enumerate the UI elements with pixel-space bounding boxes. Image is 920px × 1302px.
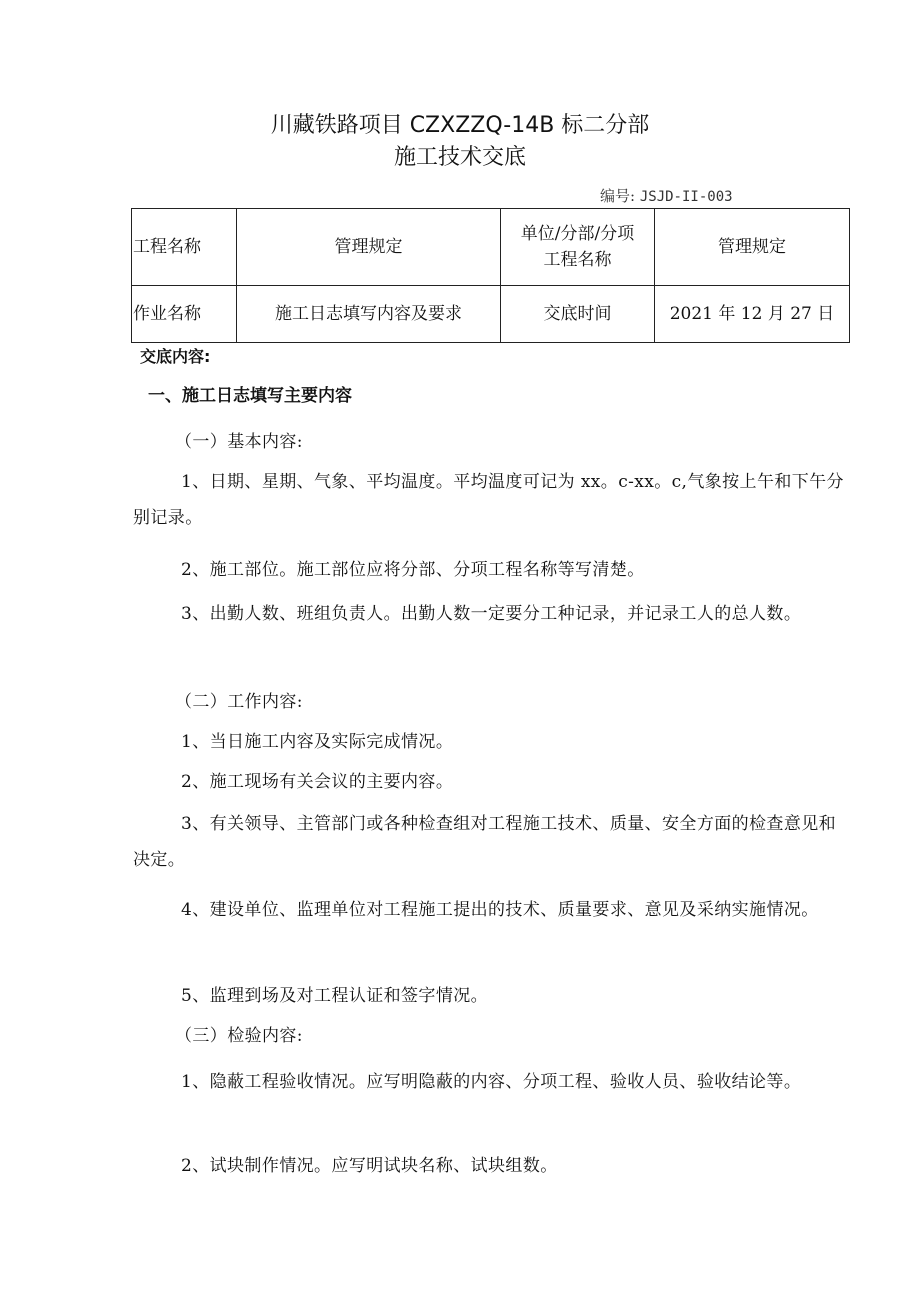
sub-heading-basic: （一）基本内容: (175, 432, 303, 452)
table-row (132, 209, 850, 286)
list-item: 4、建设单位、监理单位对工程施工提出的技术、质量要求、意见及采纳实施情况。 (181, 900, 819, 920)
list-item: 5、监理到场及对工程认证和签字情况。 (181, 986, 489, 1006)
document-subtitle: 施工技术交底 (393, 145, 526, 170)
document-title: 川藏铁路项目 CZXZZQ-14B 标二分部 (270, 113, 650, 138)
document-number-label: 编号: (600, 187, 636, 205)
document-number-value: JSJD-II-003 (639, 189, 733, 205)
list-item: 1、日期、星期、气象、平均温度。平均温度可记为 xx。c-xx。c,气象按上午和下午分别记录。 (133, 472, 844, 528)
list-item: 3、出勤人数、班组负责人。出勤人数一定要分工种记录，并记录工人的总人数。 (181, 604, 802, 624)
header-info-table (131, 208, 850, 343)
unit-division-label-line-1: 单位/分部/分项 (520, 224, 635, 244)
unit-division-label-line-2: 工程名称 (543, 250, 612, 270)
list-item: 2、施工现场有关会议的主要内容。 (181, 772, 454, 792)
list-item: 2、施工部位。施工部位应将分部、分项工程名称等写清楚。 (181, 560, 645, 580)
sub-heading-work: （二）工作内容: (175, 692, 303, 712)
list-item: 1、当日施工内容及实际完成情况。 (181, 732, 454, 752)
work-name-value: 施工日志填写内容及要求 (237, 286, 501, 343)
table-row (132, 286, 850, 343)
unit-division-value: 管理规定 (655, 209, 850, 286)
briefing-time-value: 2021 年 12 月 27 日 (655, 286, 850, 343)
briefing-time-label: 交底时间 (501, 286, 655, 343)
work-name-label: 作业名称 (132, 286, 237, 343)
project-name-value: 管理规定 (237, 209, 501, 286)
list-item: 2、试块制作情况。应写明试块名称、试块组数。 (181, 1156, 558, 1176)
sub-heading-inspection: （三）检验内容: (175, 1026, 303, 1046)
list-item: 1、隐蔽工程验收情况。应写明隐蔽的内容、分项工程、验收人员、验收结论等。 (181, 1072, 802, 1092)
document-number (600, 186, 733, 207)
briefing-content-label: 交底内容: (140, 347, 211, 366)
list-item: 3、有关领导、主管部门或各种检查组对工程施工技术、质量、安全方面的检查意见和决定。 (133, 814, 837, 870)
section-heading: 一、施工日志填写主要内容 (148, 386, 352, 406)
unit-division-label (501, 209, 655, 286)
project-name-label: 工程名称 (132, 209, 237, 286)
